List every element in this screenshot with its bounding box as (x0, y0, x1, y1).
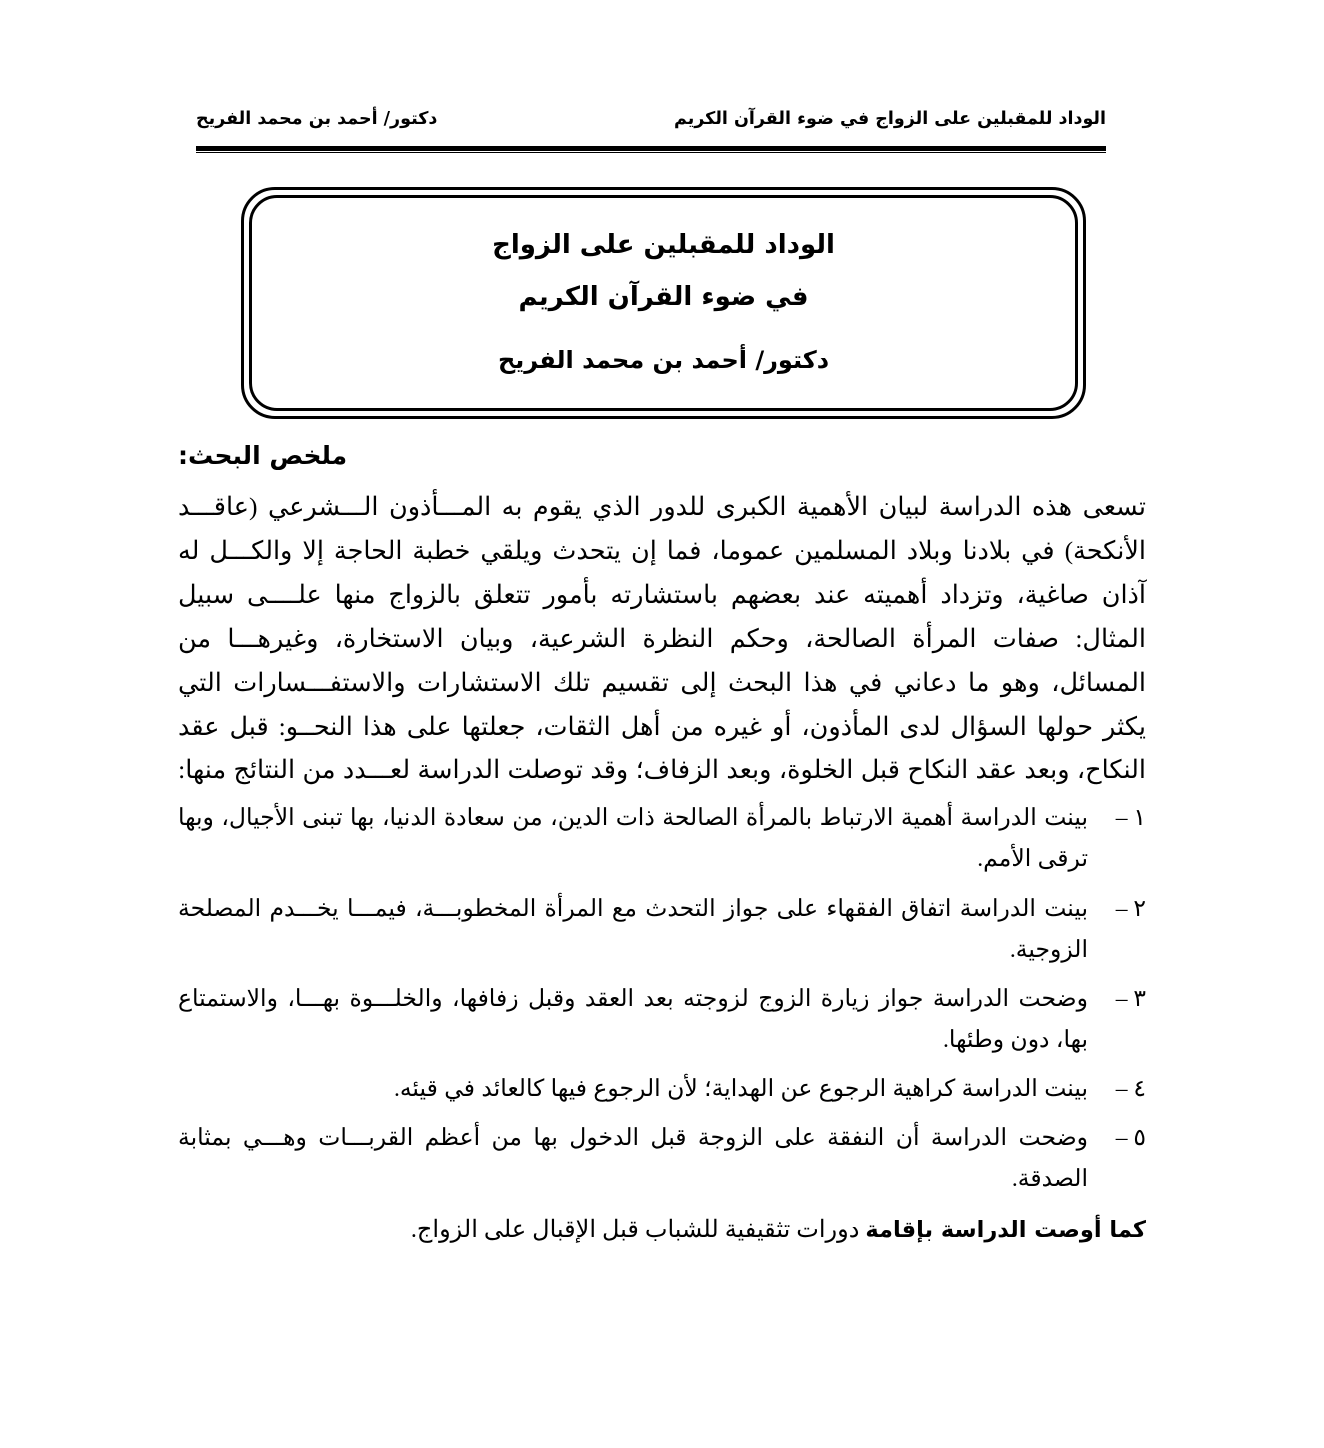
title-line-1: الوداد للمقبلين على الزواج (492, 230, 835, 261)
list-item (178, 798, 1146, 880)
list-item-marker: ٢ – (1115, 895, 1146, 922)
list-item (178, 979, 1146, 1061)
list-item (178, 1069, 1146, 1110)
abstract-paragraph: تسعى هذه الدراسة لبيان الأهمية الكبرى للدور الذي يقوم به المـــأذون الـــشرعي (عاقـــد الأنكحة) في بلادنا وبلاد المسلمين عموما، فما إن يتحدث ويلقي خطبة الحاجة إلا والكـــل له آذان صاغية، وتزداد أهميته عند بعضهم باستشارته بأمور تتعلق بالزواج منها علــــى سبيل المثال: صفات المرأة الصالحة، وحكم النظرة الشرعية، وبيان الاستخارة، وغيرهـــا من المسائل، وهو ما دعاني في هذا البحث إلى تقسيم تلك الاستشارات والاستفـــسارات التي يكثر حولها السؤال لدى المأذون، أو غيره من أهل الثقات، جعلتها على هذا النحــو: قبل عقد النكاح، وبعد عقد النكاح قبل الخلوة، وبعد الزفاف؛ وقد توصلت الدراسة لعـــدد من النتائج منها: (178, 492, 1146, 785)
list-item-marker: ٤ – (1115, 1076, 1146, 1103)
list-item-text: وضحت الدراسة جواز زيارة الزوج لزوجته بعد العقد وقبل زفافها، والخلـــوة بهـــا، والاستمتاع بها، دون وطئها. (178, 985, 1088, 1053)
running-header-title: الوداد للمقبلين على الزواج في ضوء القرآن الكريم (673, 109, 1106, 129)
title-box-inner-border (249, 195, 1078, 411)
title-box (241, 187, 1086, 419)
list-item-marker: ١ – (1115, 805, 1146, 832)
closing-rest: دورات تثقيفية للشباب قبل الإقبال على الزواج. (410, 1217, 866, 1244)
header-rule-thick (196, 146, 1106, 151)
list-item (178, 889, 1146, 971)
list-item-marker: ٥ – (1115, 1125, 1146, 1152)
list-item-text: بينت الدراسة أهمية الارتباط بالمرأة الصالحة ذات الدين، من سعادة الدنيا، بها تبنى الأجيال، وبها ترقى الأمم. (178, 805, 1088, 873)
closing-paragraph (178, 1210, 1146, 1251)
header-rule-thin (196, 152, 1106, 153)
title-line-2: في ضوء القرآن الكريم (518, 282, 809, 313)
abstract-heading: ملخص البحث: (178, 441, 348, 470)
list-item (178, 1118, 1146, 1200)
list-item-text: بينت الدراسة اتفاق الفقهاء على جواز التحدث مع المرأة المخطوبـــة، فيمـــا يخـــدم المصلحة الزوجية. (178, 895, 1088, 963)
results-list (178, 798, 1146, 1200)
list-item-text: بينت الدراسة كراهية الرجوع عن الهداية؛ لأن الرجوع فيها كالعائد في قيئه. (393, 1076, 1088, 1103)
running-header-author: دكتور/ أحمد بن محمد الفريح (196, 109, 438, 129)
list-item-marker: ٣ – (1115, 985, 1146, 1012)
list-item-text: وضحت الدراسة أن النفقة على الزوجة قبل الدخول بها من أعظم القربـــات وهـــي بمثابة الصدقة. (178, 1125, 1088, 1193)
running-header (196, 110, 1106, 129)
document-body (178, 440, 1146, 1251)
closing-bold-lead: كما أوصت الدراسة بإقامة (865, 1217, 1146, 1244)
title-author: دكتور/ أحمد بن محمد الفريح (497, 346, 830, 375)
